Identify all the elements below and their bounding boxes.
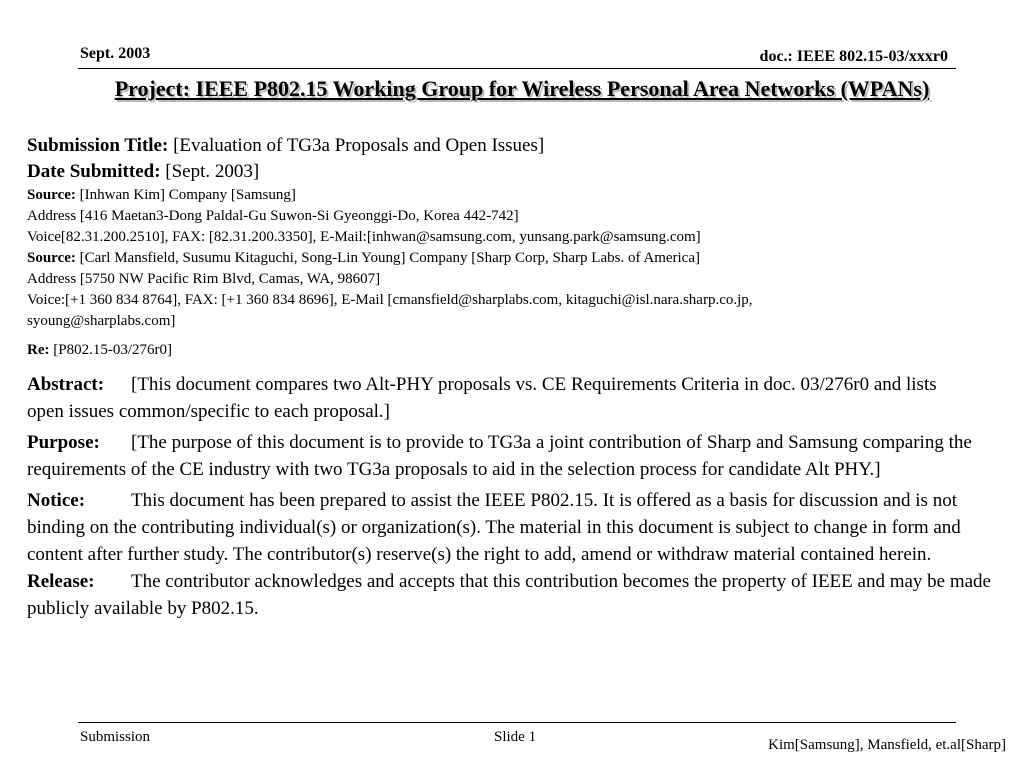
footer-divider (78, 722, 956, 723)
source2-line (27, 248, 1017, 269)
source1-label: Source: (27, 187, 76, 203)
purpose-label: Purpose: (27, 432, 100, 453)
slide-body (27, 133, 1017, 622)
date-submitted-value: [Sept. 2003] (160, 161, 260, 182)
source1-line (27, 185, 1017, 206)
source1-value: [Inhwan Kim] Company [Samsung] (75, 187, 296, 203)
release-value: The contributor acknowledges and accepts that this contribution becomes the property of IEEE and may be made publicly available by P802.15. (27, 571, 991, 619)
source2-label: Source: (27, 250, 76, 266)
abstract-paragraph (27, 371, 947, 425)
submission-title-line (27, 133, 1017, 159)
source1-address: Address [416 Maetan3-Dong Paldal-Gu Suwon-Si Gyeonggi-Do, Korea 442-742] (27, 208, 519, 224)
release-label: Release: (27, 571, 95, 592)
source2-contact: Voice:[+1 360 834 8764], FAX: [+1 360 834 8696], E-Mail [cmansfield@sharplabs.com, kitaguchi@isl.nara.sharp.co.jp, syoung@sharplabs.com] (27, 292, 753, 329)
header-date: Sept. 2003 (80, 45, 151, 62)
source2-value: [Carl Mansfield, Susumu Kitaguchi, Song-Lin Young] Company [Sharp Corp, Sharp Labs. of America] (75, 250, 700, 266)
abstract-value: [This document compares two Alt-PHY proposals vs. CE Requirements Criteria in doc. 03/276r0 and lists open issues common/specific to each proposal.] (27, 374, 937, 422)
date-submitted-label: Date Submitted: (27, 161, 161, 182)
header-doc-id: doc.: IEEE 802.15-03/xxxr0 (759, 48, 948, 65)
submission-title-label: Submission Title: (27, 135, 169, 156)
abstract-label: Abstract: (27, 374, 105, 395)
footer-submission: Submission (80, 729, 151, 745)
notice-label: Notice: (27, 490, 86, 511)
re-line (27, 340, 1017, 361)
re-label: Re: (27, 342, 50, 358)
notice-paragraph (27, 487, 1017, 568)
re-value: [P802.15-03/276r0] (49, 342, 172, 358)
project-title: Project: IEEE P802.15 Working Group for Wireless Personal Area Networks (WPANs) (114, 76, 930, 101)
purpose-value: [The purpose of this document is to provide to TG3a a joint contribution of Sharp and Samsung comparing the requirements of the CE industry with two TG3a proposals to aid in the selection process for candidate Alt PHY.] (27, 432, 972, 480)
submission-title-value: [Evaluation of TG3a Proposals and Open Issues] (168, 135, 545, 156)
notice-value: This document has been prepared to assist the IEEE P802.15. It is offered as a basis for discussion and is not binding on the contributing individual(s) or organization(s). The material in this document is subject to change in form and content after further study. The contributor(s) reserve(s) the right to add, amend or withdraw material contained herein. (27, 490, 961, 565)
footer-slide-number: Slide 1 (494, 729, 537, 745)
release-paragraph (27, 568, 1017, 622)
source2-address: Address [5750 NW Pacific Rim Blvd, Camas, WA, 98607] (27, 271, 381, 287)
date-submitted-line (27, 159, 1017, 185)
footer-authors: Kim[Samsung], Mansfield, et.al[Sharp] (768, 737, 1006, 753)
header-divider (78, 68, 956, 69)
source1-contact: Voice[82.31.200.2510], FAX: [82.31.200.3350], E-Mail:[inhwan@samsung.com, yunsang.park@samsung.com] (27, 229, 701, 245)
purpose-paragraph (27, 429, 1017, 483)
